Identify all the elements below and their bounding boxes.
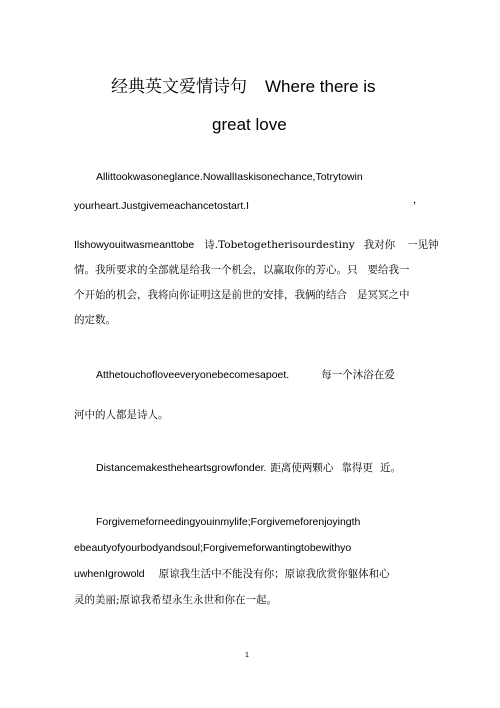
paragraph-1-mark: ， [413, 195, 423, 206]
paragraph-1-line-3-cn-a: 我对你 [363, 239, 396, 251]
title-line-2: great love [212, 115, 287, 134]
paragraph-1-line-5 [74, 288, 410, 302]
paragraph-2-line-2: 河中的人都是诗人。 [74, 409, 169, 421]
paragraph-1-line-4-b: 要给我一 [367, 264, 410, 276]
page-number: 1 [245, 652, 249, 659]
paragraph-3-chinese-b: 靠得更 [341, 462, 373, 474]
title-chinese: 经典英文爱情诗句 [111, 77, 247, 97]
paragraph-1-line-3-cn-b: 一见钟 [407, 239, 439, 251]
paragraph-3-chinese-a: 距离使两颗心 [270, 462, 334, 474]
paragraph-3-line [96, 461, 401, 476]
paragraph-4-line-3-english: uwhenIgrowold [74, 568, 145, 580]
paragraph-1-line-3-english: Ilshowyouitwasmeanttobe [74, 239, 195, 251]
paragraph-4-line-2: ebeautyofyourbodyandsoul;Forgivemeforwantingtobewithyo [74, 542, 352, 554]
paragraph-2-chinese-a: 每一个沐浴在爱 [321, 369, 395, 381]
paragraph-1-line-4-a: 情。我所要求的全部就是给我一个机会，以赢取你的芳心。只 [74, 264, 358, 276]
paragraph-1-line-1: Allittookwasoneglance.NowallIaskisonechance,Totrytowin [96, 171, 363, 183]
paragraph-1-line-6: 的定数。 [74, 314, 116, 326]
paragraph-1-line-5-a: 个开始的机会，我将向你证明这是前世的安排，我俩的结合 [74, 289, 347, 301]
paragraph-3-english: Distancemakestheheartsgrowfonder. [96, 462, 267, 474]
paragraph-4-line-4: 灵的美丽;原谅我希望永生永世和你在一起。 [74, 594, 278, 606]
title-english: Where there is [265, 77, 376, 96]
paragraph-1-line-2: yourheart.Justgivemeachancetostart.I [74, 200, 250, 212]
paragraph-1-line-3-mixed: 诗.Tobetogetherisourdestiny [204, 239, 355, 251]
paragraph-4-line-3-chinese: 原谅我生活中不能没有你；原谅我欣赏你躯体和心 [158, 568, 390, 580]
paragraph-2-line-1 [96, 368, 395, 383]
paragraph-1-line-3 [74, 238, 439, 253]
paragraph-4-line-3 [74, 567, 390, 582]
paragraph-3-chinese-c: 近。 [379, 462, 401, 474]
paragraph-4-line-1: Forgivemeforneedingyouinmylife;Forgivemeforenjoyingth [96, 516, 361, 528]
title-line-1 [111, 76, 401, 98]
paragraph-2-english: Atthetouchofloveeveryonebecomesapoet. [96, 369, 290, 381]
paragraph-1-line-5-b: 是冥冥之中 [357, 289, 410, 301]
paragraph-1-line-4 [74, 263, 410, 277]
